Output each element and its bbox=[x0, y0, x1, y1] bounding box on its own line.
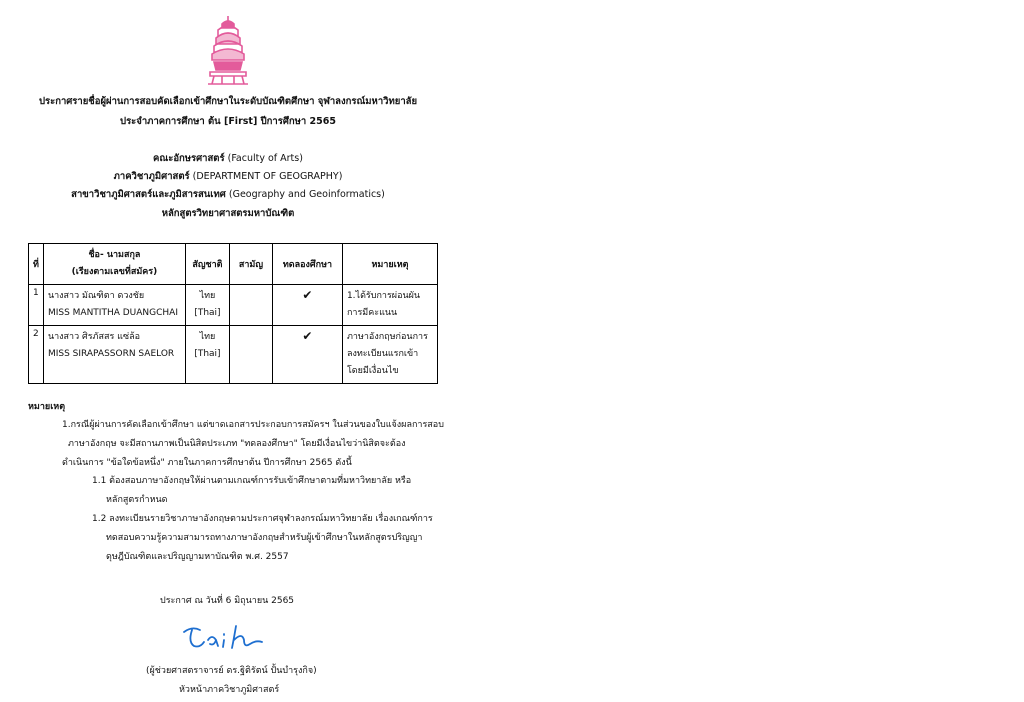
university-emblem bbox=[204, 14, 252, 86]
row-regular bbox=[229, 326, 272, 384]
remark-line: โดยมีเงื่อนไข bbox=[346, 366, 399, 376]
nationality-en: [Thai] bbox=[194, 349, 221, 359]
semester-line: ประจำภาคการศึกษา ต้น [First] ปีการศึกษา 2565 bbox=[120, 116, 336, 127]
row-remark bbox=[342, 285, 437, 326]
row-regular bbox=[229, 285, 272, 326]
nationality-en: [Thai] bbox=[194, 308, 221, 318]
notes-line: หลักสูตรกำหนด bbox=[106, 495, 168, 505]
col-name bbox=[43, 244, 185, 285]
faculty-en: (Faculty of Arts) bbox=[227, 153, 303, 164]
name-th: นางสาว ศิรภัสสร แซ่ล้อ bbox=[47, 332, 140, 342]
col-no: ที่ bbox=[29, 244, 44, 285]
faculty-line bbox=[0, 151, 456, 166]
remark-line: ลงทะเบียนแรกเข้า bbox=[346, 349, 419, 359]
row-no: 1 bbox=[29, 285, 44, 326]
col-remark: หมายเหตุ bbox=[342, 244, 437, 285]
col-name-line2: (เรียงตามเลขที่สมัคร) bbox=[71, 267, 158, 277]
row-nationality bbox=[185, 285, 229, 326]
nationality-th: ไทย bbox=[199, 291, 216, 301]
notes-line: ดำเนินการ "ข้อใดข้อหนึ่ง" ภายในภาคการศึกษาต้น ปีการศึกษา 2565 ดังนี้ bbox=[62, 458, 352, 468]
remark-line: การมีคะแนน bbox=[346, 308, 398, 318]
col-probation: ทดลองศึกษา bbox=[272, 244, 342, 285]
announcement-title: ประกาศรายชื่อผู้ผ่านการสอบคัดเลือกเข้าศึกษาในระดับบัณฑิตศึกษา จุฬาลงกรณ์มหาวิทยาลัย bbox=[38, 96, 418, 107]
signer-title: หัวหน้าภาควิชาภูมิศาสตร์ bbox=[179, 685, 280, 695]
row-no: 2 bbox=[29, 326, 44, 384]
table-header-row bbox=[29, 244, 438, 285]
col-name-line1: ชื่อ- นามสกุล bbox=[88, 250, 141, 260]
row-probation-check: ✔ bbox=[272, 285, 342, 326]
announce-date: ประกาศ ณ วันที่ 6 มิถุนายน 2565 bbox=[160, 596, 295, 606]
row-name bbox=[43, 326, 185, 384]
name-en: MISS SIRAPASSORN SAELOR bbox=[47, 349, 175, 359]
col-regular: สามัญ bbox=[229, 244, 272, 285]
notes-item-2 bbox=[92, 510, 433, 567]
row-remark bbox=[342, 326, 437, 384]
signature bbox=[178, 620, 268, 656]
notes-item-1 bbox=[92, 472, 411, 510]
notes-line: 1.กรณีผู้ผ่านการคัดเลือกเข้าศึกษา แต่ขาดเอกสารประกอบการสมัครฯ ในส่วนของใบแจ้งผลการสอบ bbox=[62, 420, 444, 430]
notes-heading: หมายเหตุ bbox=[28, 402, 66, 412]
remark-line: 1.ได้รับการผ่อนผัน bbox=[346, 291, 421, 301]
name-th: นางสาว มัณฑิตา ดวงชัย bbox=[47, 291, 145, 301]
program-line bbox=[0, 187, 456, 202]
table-row bbox=[29, 285, 438, 326]
department-line bbox=[0, 169, 456, 184]
notes-line: 1.1 ต้องสอบภาษาอังกฤษให้ผ่านตามเกณฑ์การรับเข้าศึกษาตามที่มหาวิทยาลัย หรือ bbox=[92, 476, 412, 486]
nationality-th: ไทย bbox=[199, 332, 216, 342]
row-name bbox=[43, 285, 185, 326]
row-probation-check: ✔ bbox=[272, 326, 342, 384]
remark-line: ภาษาอังกฤษก่อนการ bbox=[346, 332, 428, 342]
department-th: ภาควิชาภูมิศาสตร์ bbox=[113, 171, 190, 182]
notes-line: 1.2 ลงทะเบียนรายวิชาภาษาอังกฤษตามประกาศจุฬาลงกรณ์มหาวิทยาลัย เรื่องเกณฑ์การ bbox=[92, 514, 433, 524]
faculty-th: คณะอักษรศาสตร์ bbox=[153, 153, 225, 164]
notes-paragraph bbox=[62, 416, 444, 473]
notes-line: ภาษาอังกฤษ จะมีสถานภาพเป็นนิสิตประเภท "ทดลองศึกษา" โดยมีเงื่อนไขว่านิสิตจะต้อง bbox=[68, 439, 406, 449]
signer-name: (ผู้ช่วยศาสตราจารย์ ดร.ฐิติรัตน์ ปั้นบำรุงกิจ) bbox=[146, 666, 317, 676]
table-row bbox=[29, 326, 438, 384]
name-en: MISS MANTITHA DUANGCHAI bbox=[47, 308, 178, 318]
col-nationality: สัญชาติ bbox=[185, 244, 229, 285]
candidate-table bbox=[28, 243, 438, 384]
row-nationality bbox=[185, 326, 229, 384]
notes-line: ทดสอบความรู้ความสามารถทางภาษาอังกฤษสำหรับผู้เข้าศึกษาในหลักสูตรปริญญา bbox=[106, 533, 423, 543]
program-en: (Geography and Geoinformatics) bbox=[228, 189, 385, 200]
program-th: สาขาวิชาภูมิศาสตร์และภูมิสารสนเทศ bbox=[71, 189, 226, 200]
degree-line: หลักสูตรวิทยาศาสตรมหาบัณฑิต bbox=[161, 208, 295, 219]
department-en: (DEPARTMENT OF GEOGRAPHY) bbox=[192, 171, 343, 182]
notes-line: ดุษฎีบัณฑิตและปริญญามหาบัณฑิต พ.ศ. 2557 bbox=[106, 552, 289, 562]
